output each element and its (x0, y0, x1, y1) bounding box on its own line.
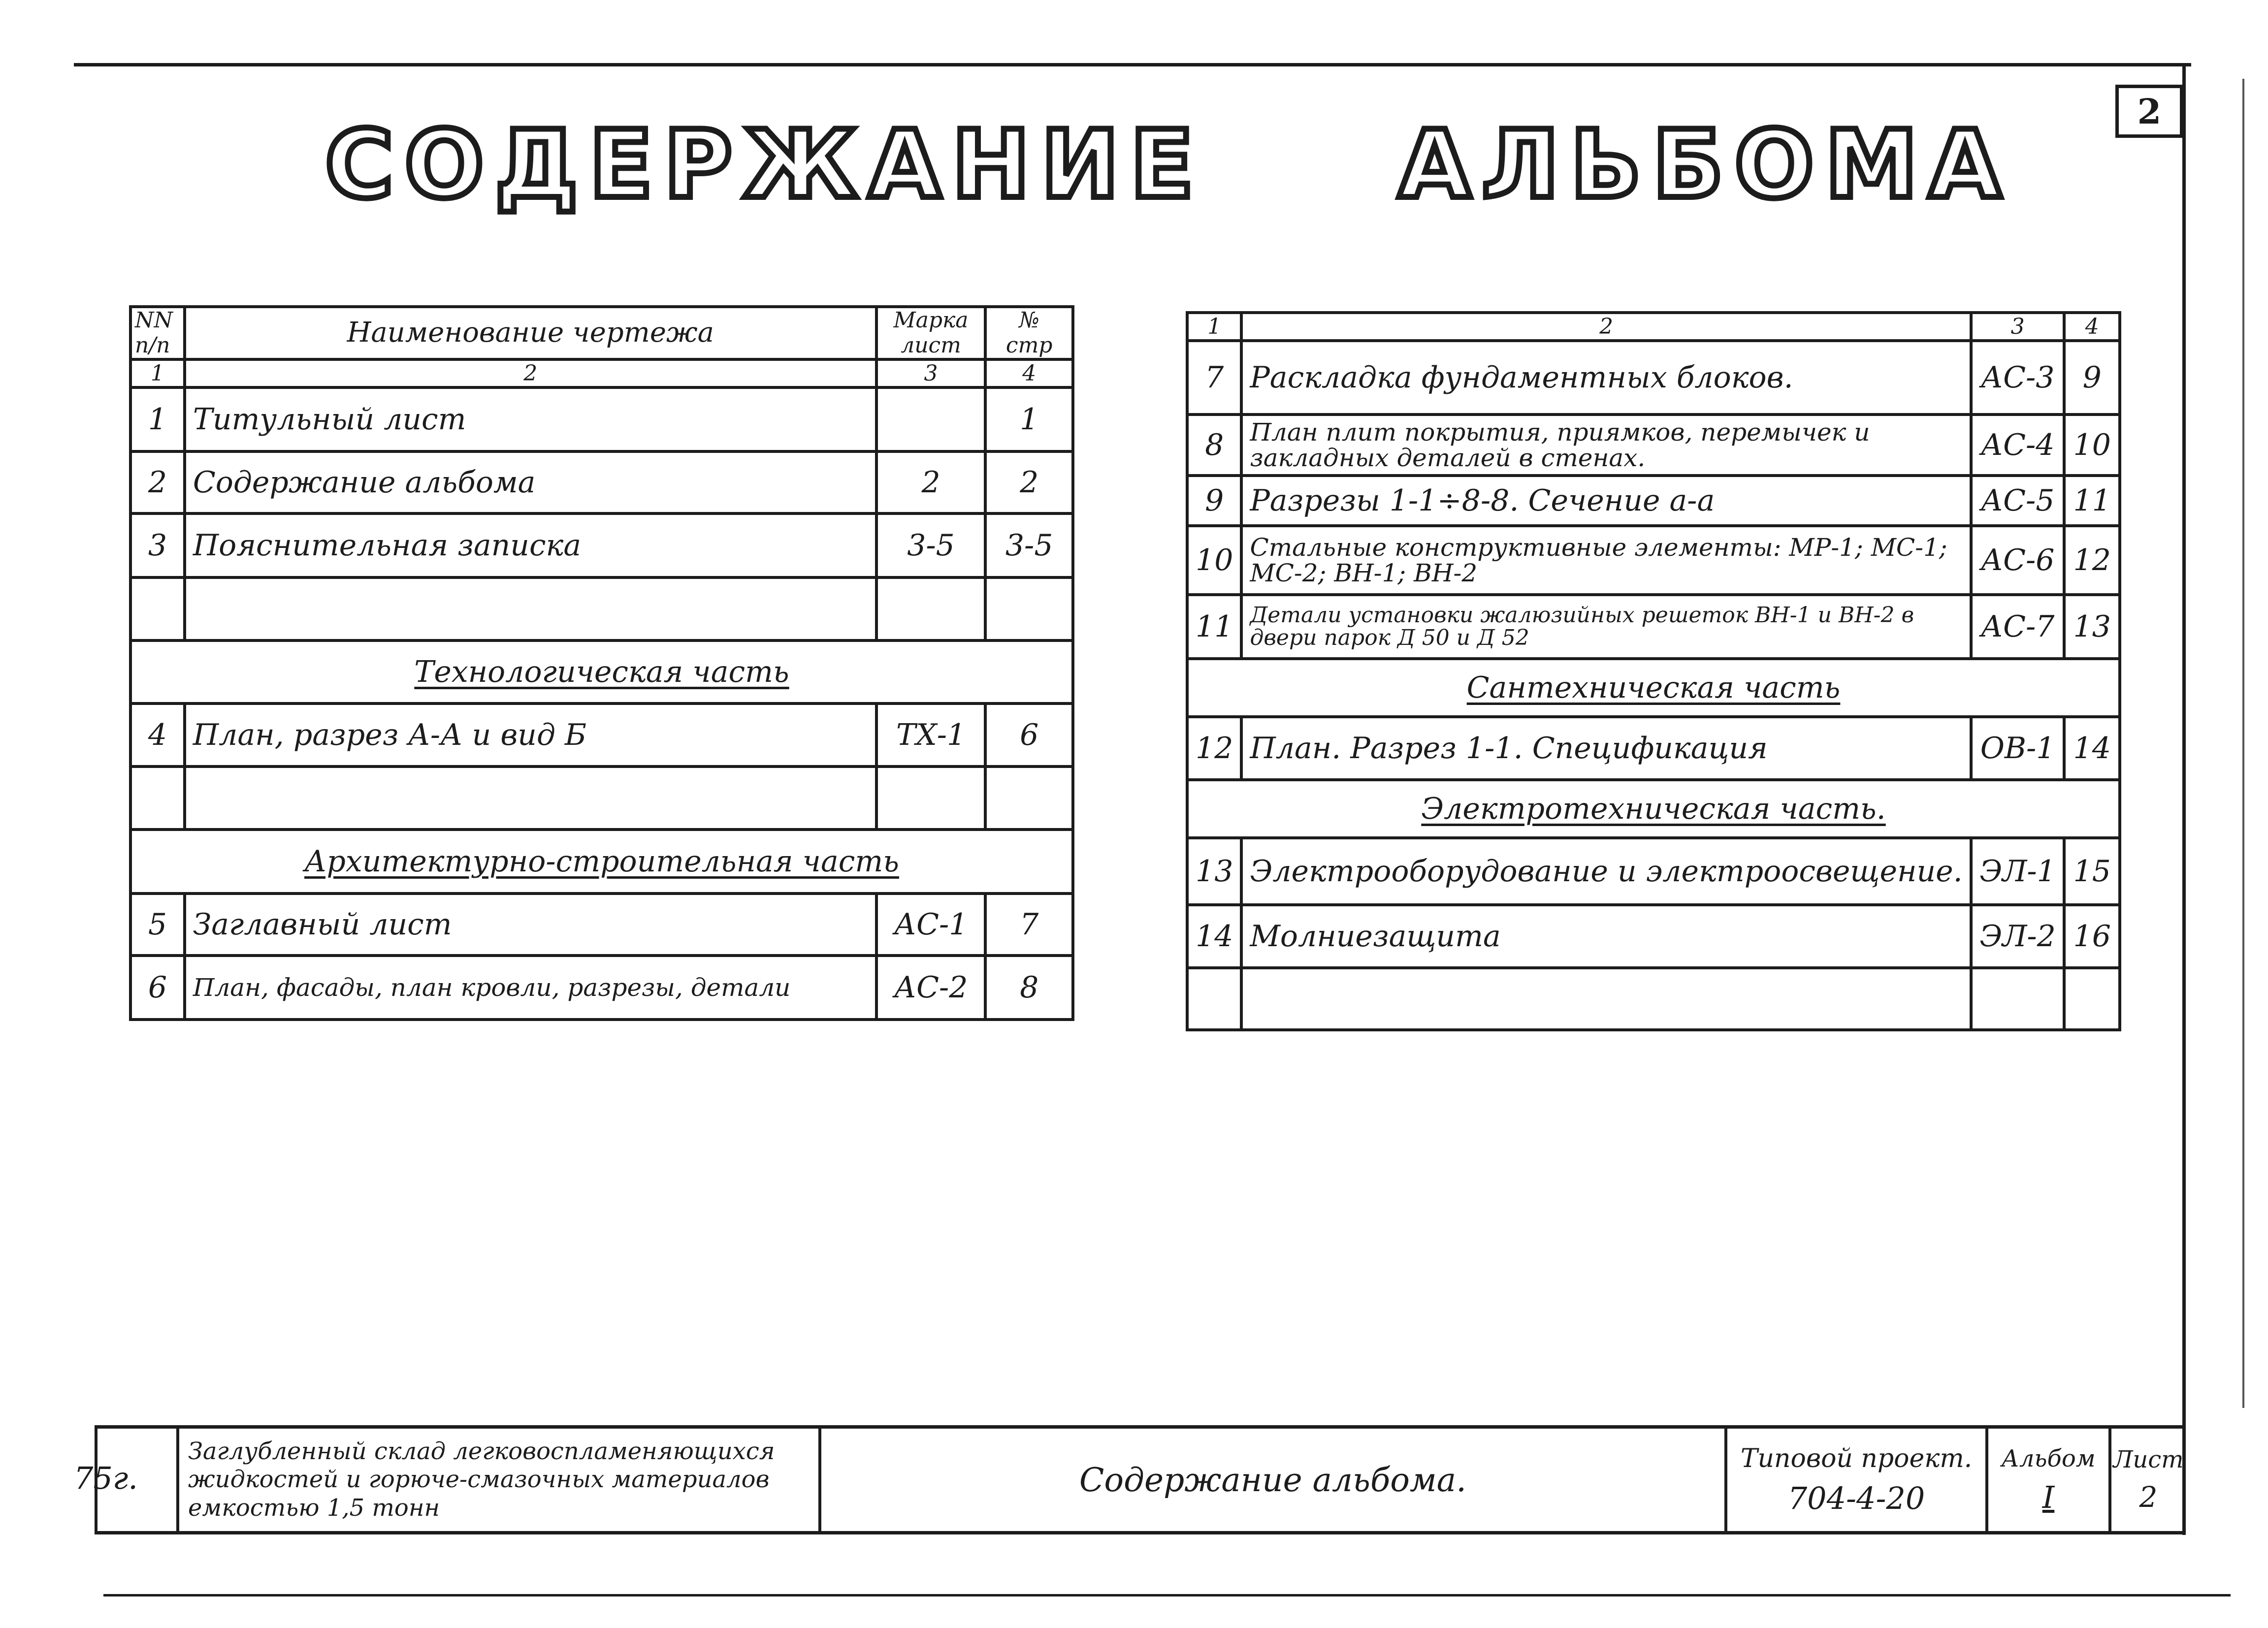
table-row (130, 577, 1073, 640)
index-cell: 2 (185, 359, 876, 387)
table-row (130, 703, 1073, 766)
row-name: Заглавный лист (185, 894, 876, 956)
row-name: Пояснительная записка (185, 513, 876, 577)
section-sanitary (1187, 659, 2120, 717)
row-name: План, фасады, план кровли, разрезы, детали (185, 956, 876, 1020)
row-num (130, 577, 185, 640)
frame-top-line (74, 63, 2191, 66)
row-page: 7 (985, 894, 1073, 956)
stamp-album-label: Альбом (2001, 1444, 2096, 1472)
row-page: 11 (2064, 476, 2120, 526)
row-mark (876, 766, 986, 830)
row-num: 5 (130, 894, 185, 956)
table-row (130, 766, 1073, 830)
row-mark (1971, 968, 2065, 1030)
table-row (1187, 595, 2120, 659)
row-name: Раскладка фундаментных блоков. (1241, 341, 1971, 415)
row-num (130, 766, 185, 830)
row-num: 10 (1187, 526, 1241, 595)
section-technological-label: Технологическая часть (414, 655, 789, 690)
row-name: Молниезащита (1241, 905, 1971, 968)
row-name (1241, 968, 1971, 1030)
row-mark: ОВ-1 (1971, 717, 2065, 780)
index-row (1187, 313, 2120, 341)
row-mark: ТХ-1 (876, 703, 986, 766)
table-row (1187, 717, 2120, 780)
row-name: Титульный лист (185, 387, 876, 451)
table-row (130, 387, 1073, 451)
row-mark: АС-6 (1971, 526, 2065, 595)
stamp-project-label: Типовой проект. (1740, 1443, 1973, 1473)
row-page: 15 (2064, 838, 2120, 905)
stamp-year: 75г. (74, 1460, 138, 1496)
row-mark: ЭЛ-2 (1971, 905, 2065, 968)
section-row (1187, 659, 2120, 717)
row-mark: АС-4 (1971, 415, 2065, 476)
row-name: Содержание альбома (185, 451, 876, 513)
row-page: 12 (2064, 526, 2120, 595)
index-cell: 2 (1241, 313, 1971, 341)
index-cell: 3 (1971, 313, 2065, 341)
stamp-sheet-title: Содержание альбома. (1079, 1461, 1467, 1499)
row-name: План плит покрытия, приямков, перемычек и закладных деталей в стенах. (1241, 415, 1971, 476)
section-architectural-label: Архитектурно-строительная часть (304, 844, 899, 879)
stamp-sheet-value: 2 (2139, 1480, 2158, 1514)
stamp-album-value: I (2042, 1479, 2055, 1515)
row-name: План. Разрез 1-1. Спецификация (1241, 717, 1971, 780)
section-electrical (1187, 780, 2120, 838)
stamp-sheet-title-cell (821, 1429, 1727, 1531)
row-mark (876, 387, 986, 451)
index-cell: 4 (2064, 313, 2120, 341)
row-page (985, 577, 1073, 640)
row-mark: 2 (876, 451, 986, 513)
section-row (1187, 780, 2120, 838)
section-electrical-label: Электротехническая часть. (1421, 792, 1886, 826)
row-name: Детали установки жалюзийных решеток ВН-1 и ВН-2 в двери парок Д 50 и Д 52 (1241, 595, 1971, 659)
row-name: Разрезы 1-1÷8-8. Сечение а-а (1241, 476, 1971, 526)
table-row (130, 894, 1073, 956)
row-num: 13 (1187, 838, 1241, 905)
index-cell: 1 (1187, 313, 1241, 341)
sheet-corner-number: 2 (2115, 85, 2183, 138)
title-block (97, 1425, 2185, 1534)
table-row (130, 513, 1073, 577)
row-mark: АС-3 (1971, 341, 2065, 415)
row-page: 16 (2064, 905, 2120, 968)
row-mark: АС-7 (1971, 595, 2065, 659)
index-cell: 3 (876, 359, 986, 387)
row-mark: АС-5 (1971, 476, 2065, 526)
row-page: 13 (2064, 595, 2120, 659)
table-row (1187, 526, 2120, 595)
title-word-2: АЛЬБОМА (1398, 110, 2012, 219)
table-row (1187, 838, 2120, 905)
row-num: 14 (1187, 905, 1241, 968)
header-num: NN п/п (130, 307, 185, 359)
row-name: Электрооборудование и электроосвещение. (1241, 838, 1971, 905)
frame-right-line (2182, 63, 2186, 1535)
stamp-sheet-cell (2111, 1429, 2185, 1531)
row-page: 1 (985, 387, 1073, 451)
row-num: 4 (130, 703, 185, 766)
row-page: 6 (985, 703, 1073, 766)
row-num: 9 (1187, 476, 1241, 526)
stamp-object-cell (176, 1429, 821, 1531)
row-page: 10 (2064, 415, 2120, 476)
table-row (1187, 476, 2120, 526)
section-row (130, 640, 1073, 703)
table-row (1187, 905, 2120, 968)
row-num: 1 (130, 387, 185, 451)
row-name (185, 577, 876, 640)
table-header-row (130, 307, 1073, 359)
row-page (2064, 968, 2120, 1030)
row-num: 12 (1187, 717, 1241, 780)
row-num (1187, 968, 1241, 1030)
right-contents-table (1186, 311, 2121, 1031)
index-cell: 1 (130, 359, 185, 387)
title-word-1: СОДЕРЖАНИЕ (325, 110, 1205, 219)
left-contents-table (129, 305, 1074, 1021)
row-name (185, 766, 876, 830)
stamp-object-name: Заглубленный склад легковоспламеняющихся жидкостей и горюче-смазочных материалов емкостью 1,5 тонн (188, 1437, 775, 1522)
row-mark: ЭЛ-1 (1971, 838, 2065, 905)
section-sanitary-label: Сантехническая часть (1466, 670, 1841, 705)
table-row (1187, 968, 2120, 1030)
index-cell: 4 (985, 359, 1073, 387)
row-num: 11 (1187, 595, 1241, 659)
row-page: 14 (2064, 717, 2120, 780)
bottom-cut-line (103, 1594, 2231, 1596)
header-name: Наименование чертежа (185, 307, 876, 359)
row-mark: АС-2 (876, 956, 986, 1020)
row-num: 6 (130, 956, 185, 1020)
stamp-album-cell (1988, 1429, 2111, 1531)
index-row (130, 359, 1073, 387)
row-mark: АС-1 (876, 894, 986, 956)
row-num: 7 (1187, 341, 1241, 415)
stamp-sheet-label: Лист (2113, 1446, 2184, 1473)
header-page: № стр (985, 307, 1073, 359)
row-mark: 3-5 (876, 513, 986, 577)
row-num: 3 (130, 513, 185, 577)
row-mark (876, 577, 986, 640)
row-page: 8 (985, 956, 1073, 1020)
row-name: План, разрез А-А и вид Б (185, 703, 876, 766)
row-num: 2 (130, 451, 185, 513)
table-row (1187, 341, 2120, 415)
stamp-project-cell (1727, 1429, 1988, 1531)
table-row (1187, 415, 2120, 476)
header-mark: Марка лист (876, 307, 986, 359)
row-page (985, 766, 1073, 830)
margin-right-line (2242, 79, 2244, 1408)
section-row (130, 830, 1073, 894)
row-name: Стальные конструктивные элементы: МР-1; МС-1; МС-2; ВН-1; ВН-2 (1241, 526, 1971, 595)
table-row (130, 451, 1073, 513)
table-row (130, 956, 1073, 1020)
section-architectural (130, 830, 1073, 894)
row-num: 8 (1187, 415, 1241, 476)
row-page: 3-5 (985, 513, 1073, 577)
section-technological (130, 640, 1073, 703)
stamp-project-code: 704-4-20 (1787, 1480, 1925, 1516)
row-page: 2 (985, 451, 1073, 513)
row-page: 9 (2064, 341, 2120, 415)
